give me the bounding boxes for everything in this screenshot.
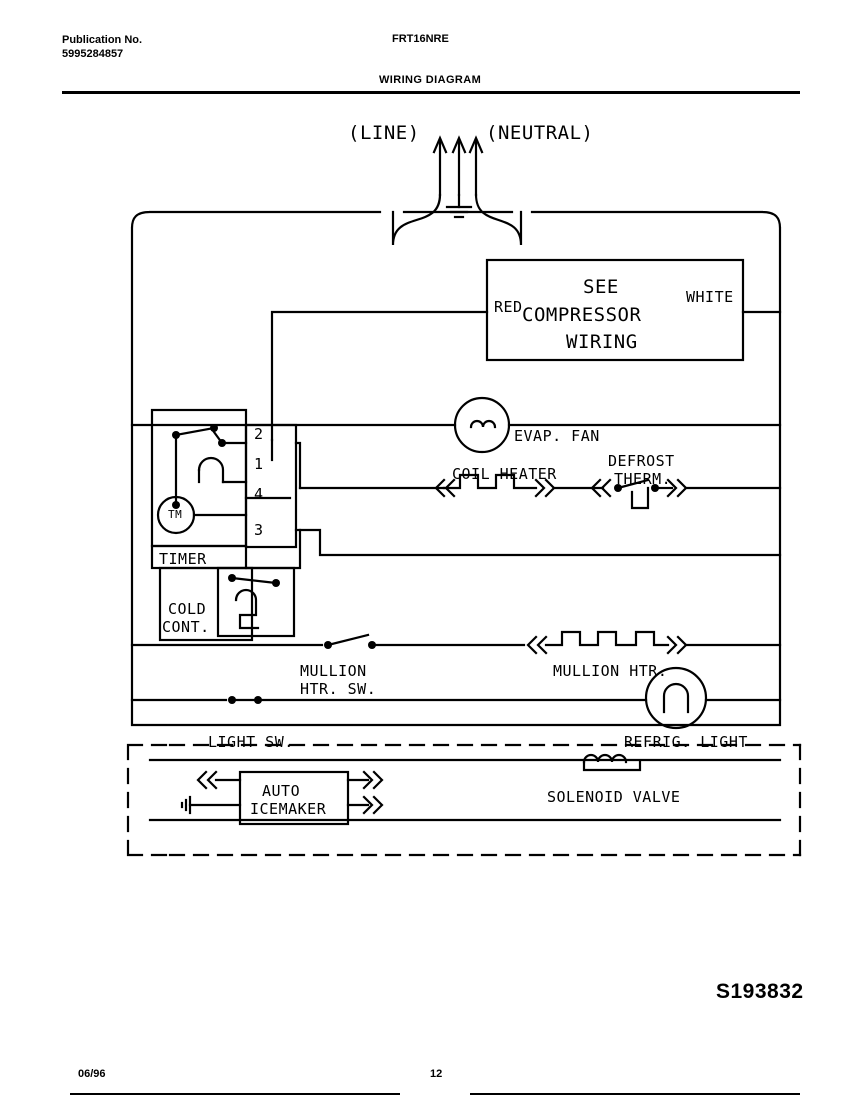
compressor-box-line2: COMPRESSOR: [522, 304, 642, 326]
evap-fan-label: EVAP. FAN: [514, 427, 600, 445]
light-switch: [228, 696, 262, 704]
footer-divider-left: [70, 1093, 400, 1095]
mullion-heater-element: [546, 632, 668, 645]
cold-control-label-line2: CONT.: [162, 618, 210, 636]
mullion-htr-sw-label-line1: MULLION: [300, 662, 367, 680]
coil-heater-label: COIL HEATER: [452, 465, 557, 483]
defrost-therm-label-line2: THERM.: [614, 470, 672, 488]
light-switch-label: LIGHT SW.: [208, 733, 294, 751]
solenoid-valve-label: SOLENOID VALVE: [547, 788, 681, 806]
supply-arrows: [434, 138, 482, 195]
refrig-light-label: REFRIG. LIGHT: [624, 733, 748, 751]
schematic-svg: [0, 100, 864, 880]
page-title: WIRING DIAGRAM: [379, 74, 482, 86]
auto-icemaker-label-line2: ICEMAKER: [250, 800, 327, 818]
timer-motor-label: TM: [168, 508, 183, 521]
icemaker-enclosure: [128, 745, 800, 855]
compressor-box-line3: WIRING: [566, 331, 638, 353]
publication-block: [62, 33, 142, 61]
publication-label: Publication No.: [62, 34, 143, 46]
footer-page-number: 12: [430, 1068, 443, 1080]
neutral-label: (NEUTRAL): [486, 122, 594, 144]
icemaker-connector-left: [198, 772, 216, 788]
neutral-lead: [476, 195, 521, 245]
solenoid-valve-symbol: [584, 755, 640, 770]
white-wire-label: WHITE: [686, 288, 734, 306]
timer-label: TIMER: [159, 550, 207, 568]
mullion-heater-switch: [324, 635, 376, 649]
model-number: FRT16NRE: [392, 33, 449, 45]
sheet-code: S193832: [716, 980, 804, 1003]
timer-term3-wire: [296, 530, 780, 555]
line-label: (LINE): [348, 122, 420, 144]
timer-terminal-1: 1: [254, 455, 264, 473]
line-lead: [393, 195, 440, 245]
mullion-htr-sw-label-line2: HTR. SW.: [300, 680, 377, 698]
icemaker-ground: [182, 797, 240, 813]
timer-terminal-3: 3: [254, 521, 264, 539]
mullion-htr-connector-right: [668, 637, 686, 653]
ground-symbol: [447, 195, 471, 217]
footer-divider-right: [470, 1093, 800, 1095]
timer-terminal-4: 4: [254, 485, 264, 503]
cold-control-internals: [228, 574, 280, 628]
mullion-htr-connector-left: [528, 637, 546, 653]
wiring-schematic: [0, 100, 864, 880]
compressor-box-line1: SEE: [583, 276, 619, 298]
defrost-therm-label-line1: DEFROST: [608, 452, 675, 470]
auto-icemaker-label-line1: AUTO: [262, 782, 301, 800]
evap-fan-coil: [471, 421, 495, 427]
timer-terminal-2: 2: [254, 425, 264, 443]
header-divider: [62, 91, 800, 94]
publication-number: 5995284857: [62, 48, 124, 60]
cold-control-label-line1: COLD: [168, 600, 207, 618]
footer-date: 06/96: [78, 1068, 106, 1080]
mullion-htr-label: MULLION HTR.: [553, 662, 668, 680]
red-wire-label: RED: [494, 298, 523, 316]
refrig-light-filament: [664, 684, 688, 712]
